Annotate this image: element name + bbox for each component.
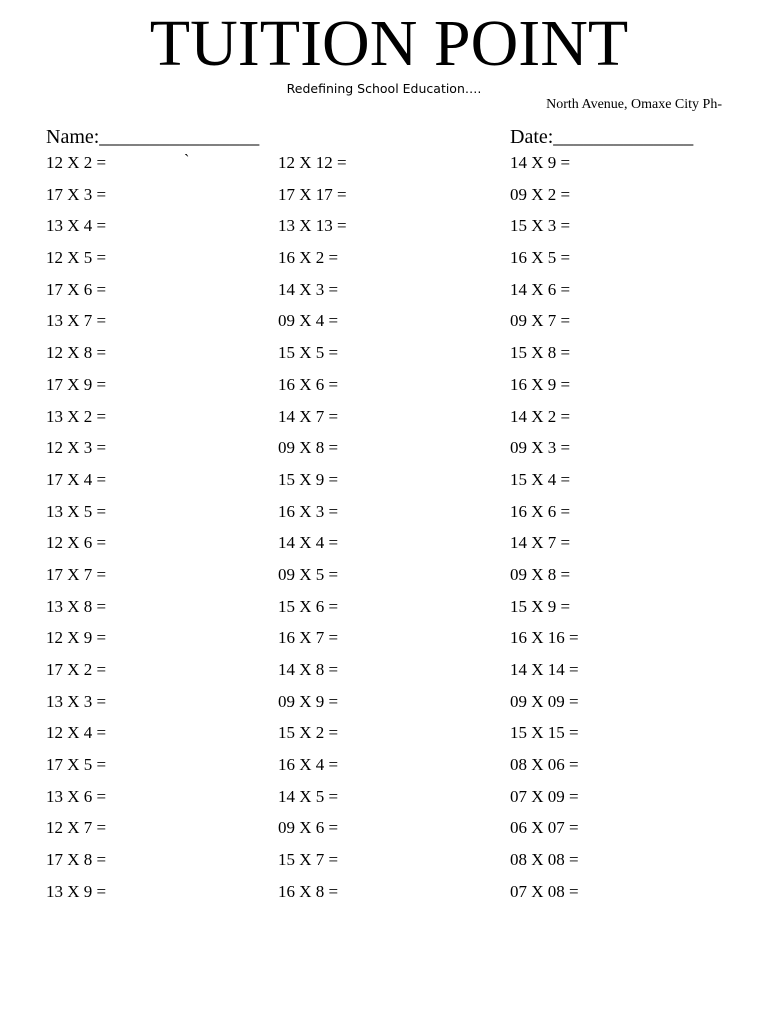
problem-item: 15 X 7 = [278, 850, 339, 870]
problem-column-3 [510, 151, 730, 912]
problem-item: 15 X 8 = [510, 343, 571, 363]
problem-item: 16 X 4 = [278, 755, 339, 775]
problem-item: 07 X 09 = [510, 786, 579, 806]
problem-item: 17 X 8 = [46, 850, 107, 870]
problem-grid [46, 151, 746, 921]
problem-item: 13 X 8 = [46, 596, 107, 616]
problem-item: 13 X 5 = [46, 501, 107, 521]
problem-item: 09 X 3 = [510, 438, 571, 458]
problem-item: 17 X 7 = [46, 564, 107, 584]
problem-item: 15 X 9 = [278, 469, 339, 489]
problem-item: 14 X 14 = [510, 660, 579, 679]
problem-item: 14 X 3 = [278, 279, 339, 299]
problem-item: 12 X 2 = [46, 153, 107, 172]
problem-item: 12 X 9 = [46, 628, 107, 648]
problem-item: 14 X 7 = [510, 533, 571, 553]
problem-item: 17 X 17 = [278, 184, 347, 204]
problem-item: 17 X 3 = [46, 184, 107, 204]
problem-item: 16 X 2 = [278, 248, 339, 268]
problem-column-2 [278, 151, 498, 912]
problem-item: 13 X 2 = [46, 406, 107, 426]
problem-item: 09 X 6 = [278, 818, 339, 838]
problem-item: 17 X 6 = [46, 279, 107, 299]
problem-item: 16 X 8 = [278, 881, 339, 901]
problem-item: 12 X 3 = [46, 438, 107, 458]
problem-item: 15 X 2 = [278, 723, 339, 743]
problem-item: 15 X 5 = [278, 343, 339, 363]
problem-item: 15 X 15 = [510, 723, 579, 743]
problem-item: 14 X 6 = [510, 279, 571, 299]
problem-item: 14 X 9 = [510, 153, 571, 172]
problem-item: 17 X 4 = [46, 469, 107, 489]
problem-item: 16 X 16 = [510, 628, 579, 648]
problem-item: 13 X 9 = [46, 881, 107, 901]
problem-item: 09 X 2 = [510, 184, 571, 204]
problem-item: 16 X 6 = [278, 374, 339, 394]
problem-item: 16 X 5 = [510, 248, 571, 268]
problem-item: 13 X 13 = [278, 216, 347, 236]
problem-item: 09 X 09 = [510, 691, 579, 711]
problem-item: 08 X 08 = [510, 850, 579, 870]
problem-item: 12 X 4 = [46, 723, 107, 743]
stray-mark: ` [184, 152, 190, 169]
problem-item: 12 X 6 = [46, 533, 107, 553]
problem-item: 09 X 9 = [278, 691, 339, 711]
problem-item: 17 X 2 = [46, 660, 107, 679]
tagline: Redefining School Education…. [286, 81, 482, 96]
problem-item: 09 X 8 = [278, 438, 339, 458]
problem-column-1 [46, 151, 266, 912]
page-title: TUITION POINT [149, 7, 629, 80]
problem-item: 14 X 8 = [278, 660, 339, 679]
problem-item: 09 X 4 = [278, 311, 339, 331]
problem-item: 16 X 7 = [278, 628, 339, 648]
problem-item: 16 X 3 = [278, 501, 339, 521]
name-field[interactable]: Name:________________ [46, 126, 260, 148]
problem-item: 13 X 4 = [46, 216, 107, 236]
address: North Avenue, Omaxe City Ph- [546, 97, 722, 112]
problem-item: 13 X 3 = [46, 691, 107, 711]
problem-item: 09 X 7 = [510, 311, 571, 331]
problem-item: 14 X 7 = [278, 406, 339, 426]
problem-item: 16 X 6 = [510, 501, 571, 521]
problem-item: 14 X 2 = [510, 406, 571, 426]
problem-item: 17 X 9 = [46, 374, 107, 394]
problem-item: 15 X 4 = [510, 469, 571, 489]
problem-item: 09 X 5 = [278, 564, 339, 584]
problem-item: 09 X 8 = [510, 564, 571, 584]
problem-item: 07 X 08 = [510, 881, 579, 901]
problem-item: 16 X 9 = [510, 374, 571, 394]
problem-item: 15 X 9 = [510, 596, 571, 616]
problem-item: 12 X 12 = [278, 153, 347, 172]
problem-item: 15 X 3 = [510, 216, 571, 236]
problem-item: 12 X 7 = [46, 818, 107, 838]
problem-item: 08 X 06 = [510, 755, 579, 775]
problem-item: 06 X 07 = [510, 818, 579, 838]
problem-item: 14 X 5 = [278, 786, 339, 806]
problem-item: 12 X 8 = [46, 343, 107, 363]
problem-item: 13 X 6 = [46, 786, 107, 806]
problem-item: 13 X 7 = [46, 311, 107, 331]
problem-item: 14 X 4 = [278, 533, 339, 553]
problem-item: 15 X 6 = [278, 596, 339, 616]
date-field[interactable]: Date:______________ [510, 126, 694, 148]
problem-item: 12 X 5 = [46, 248, 107, 268]
problem-item: 17 X 5 = [46, 755, 107, 775]
